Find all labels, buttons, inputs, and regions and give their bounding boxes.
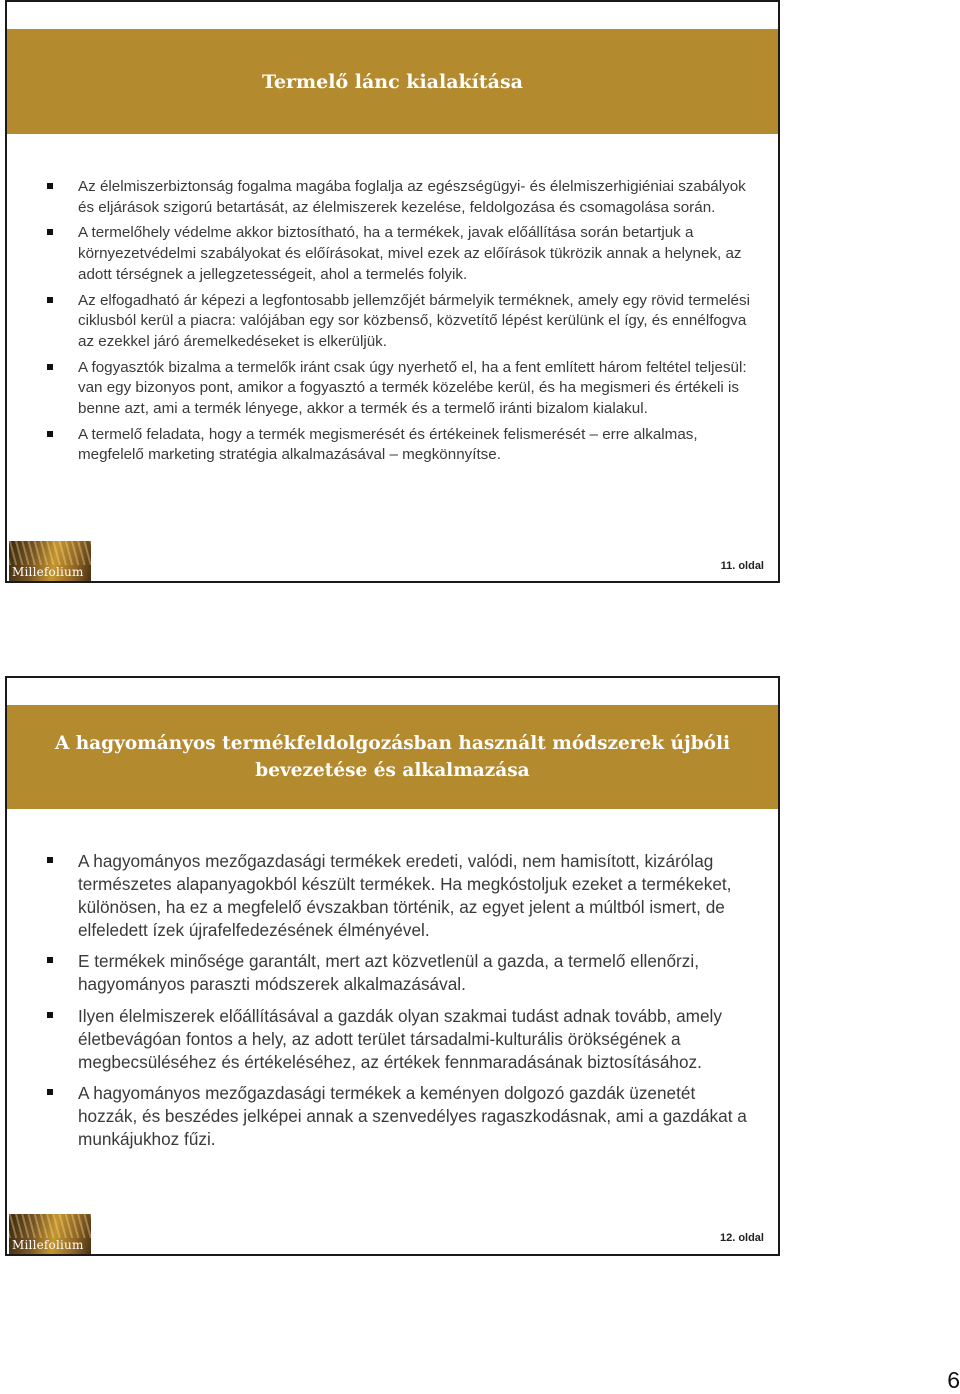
bullet-text: A fogyasztók bizalma a termelők iránt csak úgy nyerhető el, ha a fent említett három feltétel teljesül: van egy bizonyos pont, amikor a fogyasztó a termék közelébe kerül, és ha megismeri és értékeli is benne azt, ami a termék lényege, akkor a termék és a termelő iránti bizalom kialakul.: [78, 358, 747, 418]
slide-title-bar: [7, 29, 778, 134]
slide-title-bar: [7, 705, 778, 809]
bullet-text: Ilyen élelmiszerek előállításával a gazdák olyan szakmai tudást adnak tovább, amely életbevágóan fontos a hely, az adott terület társadalmi-kulturális örökségének a megbecsüléséhez és értékeléséhez, az értékek fennmaradásának biztosításához.: [78, 1005, 722, 1072]
bullet-item: [47, 1005, 754, 1074]
bullet-text: A hagyományos mezőgazdasági termékek eredeti, valódi, nem hamisított, kizárólag természetes alapanyagokból készült termékek. Ha megkóstoljuk ezeket a termékeket, különösen, ha ez a megfelelő évszakban történik, az egyet jelent a múltból ismert, de elfeledett ízek újrafelfedezésének élményével.: [78, 851, 732, 941]
slide-title: Termelő lánc kialakítása: [262, 70, 523, 93]
bullet-text: E termékek minősége garantált, mert azt közvetlenül a gazda, a termelő ellenőrzi, hagyományos paraszti módszerek alkalmazásával.: [78, 951, 699, 995]
square-bullet-icon: [47, 297, 53, 303]
millefolium-logo: [9, 541, 91, 581]
slide-title-line: bevezetése és alkalmazása: [255, 760, 530, 781]
bullet-text: A hagyományos mezőgazdasági termékek a keményen dolgozó gazdák üzenetét hozzák, és beszédes jelképei annak a szenvedélyes ragaszkodásnak, ami a gazdákat a munkájukhoz fűzi.: [78, 1082, 747, 1150]
bullet-item: [47, 425, 754, 466]
bullet-item: [47, 1082, 754, 1151]
document-page-number: 6: [947, 1367, 960, 1393]
square-bullet-icon: [47, 1012, 53, 1018]
bullet-text: A termelő feladata, hogy a termék megismerését és értékeinek felismerését – erre alkalmas, megfelelő marketing stratégia alkalmazásával – megkönnyítse.: [78, 425, 698, 464]
square-bullet-icon: [47, 857, 53, 863]
bullet-item: [47, 850, 754, 942]
bullet-list: [47, 177, 754, 471]
slide-title: [55, 730, 730, 784]
square-bullet-icon: [47, 229, 53, 235]
bullet-item: [47, 177, 754, 218]
wheat-field-graphic: [9, 541, 91, 565]
bullet-item: [47, 223, 754, 285]
logo-text: Millefolium: [12, 1238, 84, 1252]
millefolium-logo: [9, 1214, 91, 1254]
square-bullet-icon: [47, 957, 53, 963]
slide-page-label: 11. oldal: [720, 560, 764, 572]
slide-title-line: A hagyományos termékfeldolgozásban használt módszerek újbóli: [54, 733, 731, 754]
bullet-item: [47, 358, 754, 420]
logo-text: Millefolium: [12, 565, 84, 579]
bullet-text: Az élelmiszerbiztonság fogalma magába foglalja az egészségügyi- és élelmiszerhigiéniai szabályok és eljárások szigorú betartását, az élelmiszerek kezelése, feldolgozása és csomagolása során.: [78, 178, 746, 216]
square-bullet-icon: [47, 183, 53, 189]
slide-page-label: 12. oldal: [719, 1232, 764, 1244]
bullet-text: A termelőhely védelme akkor biztosítható, ha a termékek, javak előállítása során betartjuk a környezetvédelmi szabályokat és előírásokat, mivel ezek az előírások tükrözik annak a helynek, az adott térségnek a jellegzetességeit, ahol a termelés folyik.: [78, 224, 742, 283]
square-bullet-icon: [47, 1089, 53, 1095]
square-bullet-icon: [47, 431, 53, 437]
bullet-item: [47, 950, 754, 996]
wheat-field-graphic: [9, 1214, 91, 1238]
slide-11: [5, 0, 780, 583]
bullet-text: Az elfogadható ár képezi a legfontosabb jellemzőjét bármelyik terméknek, amely egy rövid termelési ciklusból kerül a piacra: valójában egy sor közbenső, közvetítő lépést kerülünk el így, és ennélfogva az ezekkel járó áremelkedéseket is elkerüljük.: [78, 291, 750, 350]
bullet-item: [47, 291, 754, 353]
bullet-list: [47, 850, 754, 1159]
square-bullet-icon: [47, 364, 53, 370]
slide-12: [5, 676, 780, 1256]
